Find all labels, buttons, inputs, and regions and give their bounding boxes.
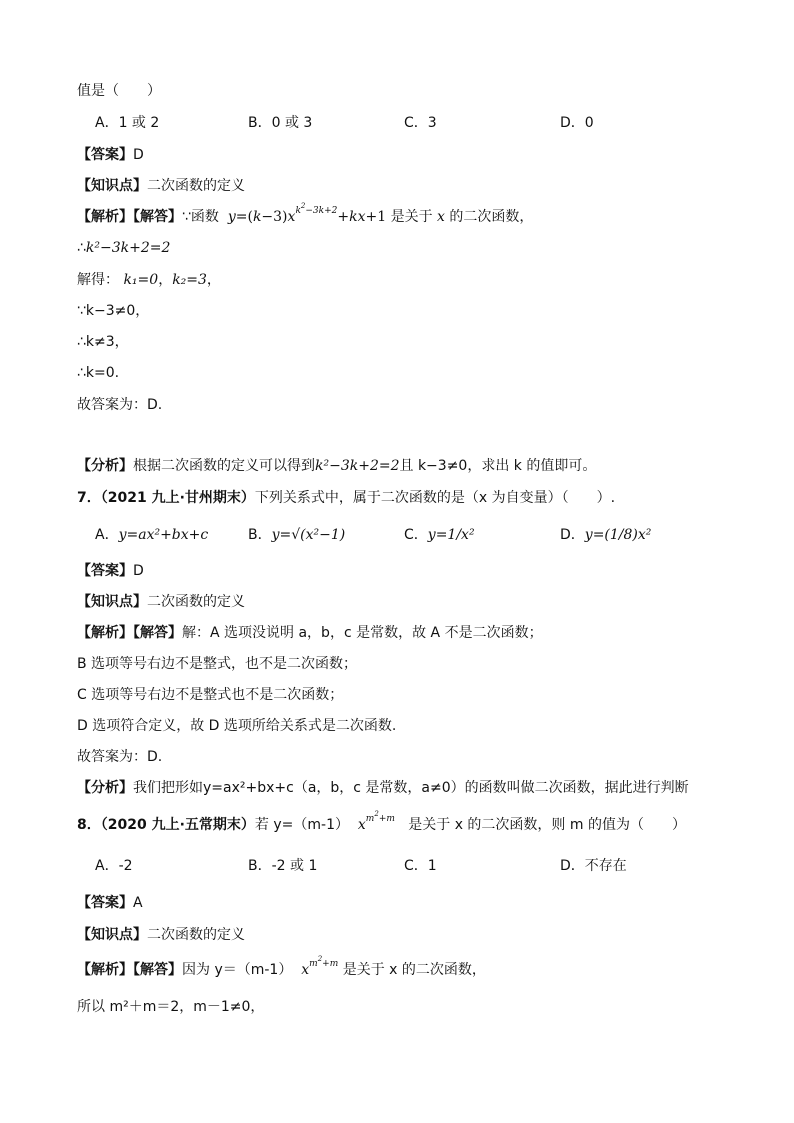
- q6-fenxi: 【分析】根据二次函数的定义可以得到k²−3k+2=2且 k−3≠0，求出 k 的值即可。: [77, 458, 597, 474]
- q7-knowledge: 【知识点】二次函数的定义: [77, 594, 245, 610]
- q7-answer: 【答案】D: [77, 563, 144, 579]
- q8-knowledge: 【知识点】二次函数的定义: [77, 927, 245, 943]
- q6-line-b3: ∴k=0.: [77, 365, 120, 381]
- q7-option-a[interactable]: A．y=ax²+bx+c: [95, 527, 209, 543]
- q8-analysis-line-2: 所以 m²＋m＝2，m－1≠0，: [77, 999, 265, 1015]
- q7-fenxi: 【分析】我们把形如y=ax²+bx+c（a，b，c 是常数，a≠0）的函数叫做二次函数，据此进行判断: [77, 780, 689, 796]
- q6-option-d[interactable]: D．0: [560, 115, 594, 131]
- q6-equation: k²−3k+2=2: [85, 240, 171, 256]
- q7-option-d[interactable]: D．y=(1/8)x²: [560, 527, 652, 543]
- q6-answer: 【答案】D: [77, 147, 144, 163]
- q6-analysis-line-1: 【解析】【解答】∵函数 $y=(k-3)x^{k^2-3k+2}+kx+1$ 是关于 x 的二次函数，: [77, 202, 534, 225]
- q7-option-c[interactable]: C．y=1/x²: [404, 527, 475, 543]
- q7-analysis-line-3: C 选项等号右边不是整式也不是二次函数；: [77, 687, 344, 703]
- q8-stem: 8．（2020 九上·五常期末）若 y=（m-1） $x^{m^2+m}$ 是关于 x 的二次函数，则 m 的值为（ ）: [77, 810, 686, 833]
- q6-solve-line: 解得： k₁=0，k₂=3，: [77, 272, 221, 288]
- q8-analysis-line-1: 【解析】【解答】因为 y＝（m-1） $x^{m^2+m}$ 是关于 x 的二次函数，: [77, 955, 486, 978]
- q6-line-b2: ∴k≠3，: [77, 334, 129, 350]
- q6-analysis-line-2: ∴k²−3k+2=2: [77, 240, 171, 256]
- q8-option-d[interactable]: D．不存在: [560, 858, 627, 874]
- q8-option-b[interactable]: B．-2 或 1: [248, 858, 318, 874]
- q6-option-a[interactable]: A．1 或 2: [95, 115, 160, 131]
- q8-power-formula: $x^{m^2+m}$: [353, 810, 395, 833]
- q6-conclusion: 故答案为：D.: [77, 397, 163, 413]
- q6-function-formula: $y=(k-3)x^{k^2-3k+2}+kx+1$: [223, 202, 387, 225]
- q7-option-b[interactable]: B．y=√(x²−1): [248, 527, 346, 543]
- q7-conclusion: 故答案为：D.: [77, 749, 163, 765]
- q7-analysis-line-2: B 选项等号右边不是整式，也不是二次函数；: [77, 656, 358, 672]
- q7-analysis-line-1: 【解析】【解答】解：A 选项没说明 a，b，c 是常数，故 A 不是二次函数；: [77, 625, 543, 641]
- q7-analysis-line-4: D 选项符合定义，故 D 选项所给关系式是二次函数.: [77, 718, 397, 734]
- q6-option-c[interactable]: C．3: [404, 115, 437, 131]
- q6-option-b[interactable]: B．0 或 3: [248, 115, 313, 131]
- q8-answer: 【答案】A: [77, 895, 143, 911]
- q8-analysis-power: $x^{m^2+m}$: [296, 955, 339, 978]
- q7-stem: 7．（2021 九上·甘州期末）下列关系式中，属于二次函数的是（x 为自变量）（ ）.: [77, 490, 616, 506]
- q6-knowledge: 【知识点】二次函数的定义: [77, 178, 245, 194]
- q6-stem-tail: 值是（ ）: [77, 83, 161, 99]
- q8-option-c[interactable]: C．1: [404, 858, 437, 874]
- q8-option-a[interactable]: A．-2: [95, 858, 133, 874]
- q6-line-b1: ∵k−3≠0，: [77, 303, 150, 319]
